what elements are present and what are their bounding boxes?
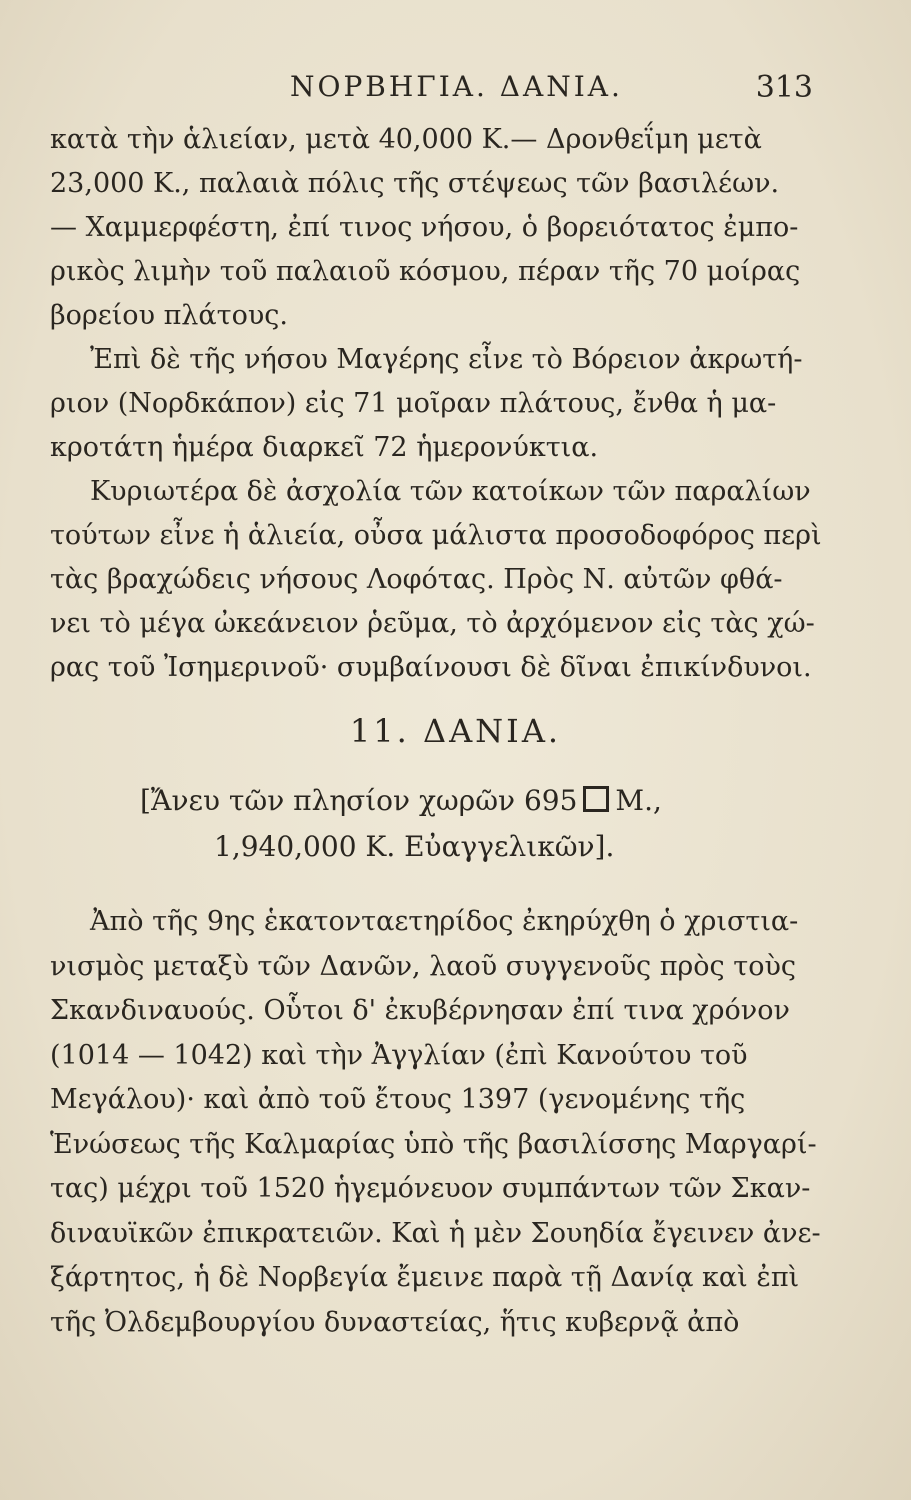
text-line: βορείου πλάτους. <box>50 300 288 331</box>
text-line: ριον (Νορδκάπον) εἰς 71 μοῖραν πλάτους, ἔνθα ἡ μα- <box>50 388 777 419</box>
text-line: κατὰ τὴν ἁλιείαν, μετὰ 40,000 Κ.— Δρονθεΐμη μετὰ <box>50 124 762 155</box>
running-title: ΝΟΡΒΗΓΙΑ. ΔΑΝΙΑ. <box>290 70 623 103</box>
text-line: Κυριωτέρα δὲ ἀσχολία τῶν κατοίκων τῶν παραλίων <box>90 476 811 507</box>
section-heading: 11. ΔΑΝΙΑ. <box>349 712 562 750</box>
text-line: διναυϊκῶν ἐπικρατειῶν. Καὶ ἡ μὲν Σουηδία ἔγεινεν ἀνε- <box>50 1217 821 1249</box>
text-line: ρικὸς λιμὴν τοῦ παλαιοῦ κόσμου, πέραν τῆς 70 μοίρας <box>50 256 801 287</box>
summary-text-a: [Ἄνευ τῶν πλησίον χωρῶν 695 <box>140 784 578 817</box>
text-line: κροτάτη ἡμέρα διαρκεῖ 72 ἡμερονύκτια. <box>50 432 599 463</box>
text-line: ρας τοῦ Ἰσημερινοῦ· συμβαίνουσι δὲ δῖναι ἐπικίνδυνοι. <box>50 652 812 683</box>
denmark-paragraph <box>50 900 830 1345</box>
summary-text-b: Μ., <box>615 784 662 817</box>
summary-line-1 <box>140 778 780 824</box>
text-line: τῆς Ὀλδεμβουργίου δυναστείας, ἥτις κυβερνᾷ ἀπὸ <box>50 1306 740 1338</box>
text-line: 23,000 Κ., παλαιὰ πόλις τῆς στέψεως τῶν βασιλέων. <box>50 168 780 199</box>
text-line: τας) μέχρι τοῦ 1520 ἡγεμόνευον συμπάντων τῶν Σκαν- <box>50 1173 811 1204</box>
section-summary <box>140 778 780 870</box>
page-number: 313 <box>755 70 813 105</box>
square-symbol-icon <box>583 786 609 812</box>
text-line: Ἐπὶ δὲ τῆς νήσου Μαγέρης εἶνε τὸ Βόρειον ἀκρωτή- <box>90 344 803 375</box>
text-line: (1014 — 1042) καὶ τὴν Ἀγγλίαν (ἐπὶ Κανούτου τοῦ <box>50 1039 748 1071</box>
text-line: — Χαμμερφέστη, ἐπί τινος νήσου, ὁ βορειότατος ἐμπο- <box>50 212 799 243</box>
text-line: Μεγάλου)· καὶ ἀπὸ τοῦ ἔτους 1397 (γενομένης τῆς <box>50 1084 746 1115</box>
text-line: Σκανδιναυούς. Οὗτοι δ' ἐκυβέρνησαν ἐπί τινα χρόνον <box>50 995 790 1026</box>
text-line: νισμὸς μεταξὺ τῶν Δανῶν, λαοῦ συγγενοῦς πρὸς τοὺς <box>50 950 796 982</box>
text-line: νει τὸ μέγα ὠκεάνειον ῥεῦμα, τὸ ἀρχόμενον εἰς τὰς χώ- <box>50 608 815 639</box>
text-line: τὰς βραχώδεις νήσους Λοφότας. Πρὸς Ν. αὐτῶν φθά- <box>50 564 783 595</box>
norway-paragraphs <box>50 118 825 690</box>
text-line: Ἀπὸ τῆς 9ης ἑκατονταετηρίδος ἐκηρύχθη ὁ χριστια- <box>90 906 799 937</box>
text-line: τούτων εἶνε ἡ ἁλιεία, οὖσα μάλιστα προσοδοφόρος περὶ <box>50 520 822 551</box>
text-line: Ἑνώσεως τῆς Καλμαρίας ὑπὸ τῆς βασιλίσσης Μαργαρί- <box>50 1128 817 1160</box>
text-line: ξάρτητος, ἡ δὲ Νορβεγία ἔμεινε παρὰ τῇ Δανίᾳ καὶ ἐπὶ <box>50 1262 800 1293</box>
page-header <box>0 70 911 110</box>
summary-line-2: 1,940,000 Κ. Εὐαγγελικῶν]. <box>214 830 615 863</box>
